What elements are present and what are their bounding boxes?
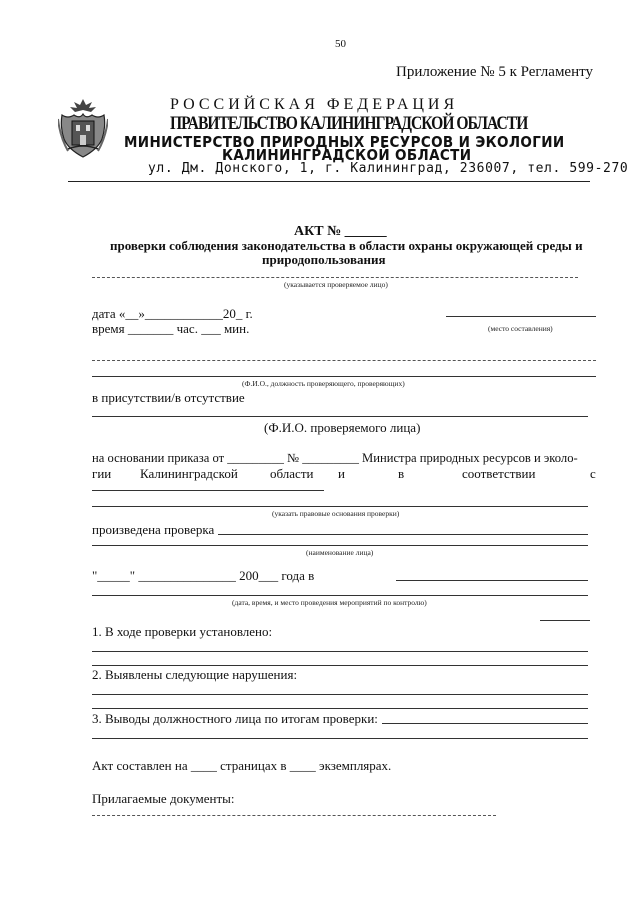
appendix-label: Приложение № 5 к Регламенту (396, 64, 593, 80)
section-1-line-1 (92, 651, 588, 652)
inspection-field: произведена проверка (92, 522, 215, 537)
inspector-caption: (Ф.И.О., должность проверяющего, проверяющих) (242, 379, 405, 388)
coat-of-arms-icon (58, 97, 108, 161)
attachments-line (92, 815, 496, 816)
government-heading: ПРАВИТЕЛЬСТВО КАЛИНИНГРАДСКОЙ ОБЛАСТИ (170, 113, 528, 134)
time-field: время _______ час. ___ мин. (92, 321, 250, 336)
attachments-label: Прилагаемые документы: (92, 791, 235, 806)
section-2-label: 2. Выявлены следующие нарушения: (92, 667, 298, 682)
pages-field: Акт составлен на ____ страницах в ____ экземплярах. (92, 758, 392, 773)
header-divider (68, 181, 590, 182)
ministry-address: ул. Дм. Донского, 1, г. Калининград, 236007, тел. 599-270 (148, 161, 629, 176)
checked-fio-caption: (Ф.И.О. проверяемого лица) (264, 420, 421, 435)
country-heading: РОССИЙСКАЯ ФЕДЕРАЦИЯ (170, 96, 459, 113)
section-3-line-1 (382, 723, 588, 724)
section-2-line-1 (92, 694, 588, 695)
act-subtitle-line1: проверки соблюдения законодательства в области охраны окружающей среды и (110, 238, 583, 253)
act-title: АКТ № ______ (294, 224, 387, 239)
entity-name-caption: (наименование лица) (306, 548, 374, 557)
date-place-line (92, 595, 588, 596)
date-field: дата «__»____________20_ г. (92, 306, 253, 321)
page-number: 50 (335, 38, 346, 50)
checked-fio-line (92, 416, 588, 417)
basis-word-6: соответствии (462, 466, 536, 481)
place-line (446, 316, 596, 317)
basis-word-7: с (590, 466, 596, 481)
basis-word-2: Калининградской (140, 466, 238, 481)
date-year-line (396, 580, 588, 581)
checked-person-line (92, 277, 578, 278)
checked-person-caption: (указывается проверяемое лицо) (284, 280, 388, 289)
act-subtitle-line2: природопользования (262, 252, 386, 267)
presence-field: в присутствии/в отсутствие (92, 390, 245, 405)
section-3-label: 3. Выводы должностного лица по итогам проверки: (92, 711, 378, 726)
place-caption: (место составления) (488, 324, 553, 333)
basis-line-1: на основании приказа от _________ № _________ Министра природных ресурсов и эколо- (92, 451, 578, 465)
ministry-heading-line2: КАЛИНИНГРАДСКОЙ ОБЛАСТИ (222, 146, 472, 164)
basis-line-short (92, 490, 324, 491)
basis-word-5: в (398, 466, 405, 481)
date-place-caption: (дата, время, и место проведения мероприятий по контролю) (232, 598, 427, 607)
basis-line-full (92, 506, 588, 507)
section-1-line-2 (92, 665, 588, 666)
section-3-line-2 (92, 738, 588, 739)
section-2-line-2 (92, 708, 588, 709)
section-1-label: 1. В ходе проверки установлено: (92, 624, 273, 639)
ministry-heading-line1: МИНИСТЕРСТВО ПРИРОДНЫХ РЕСУРСОВ И ЭКОЛОГИИ (124, 133, 565, 151)
date-year-field: "_____" _______________ 200___ года в (92, 568, 315, 583)
legal-basis-caption: (указать правовые основания проверки) (272, 509, 400, 518)
basis-word-4: и (338, 466, 345, 481)
inspection-line-2 (92, 545, 588, 546)
basis-word-1: гии (92, 466, 112, 481)
inspector-line-2 (92, 376, 596, 377)
date-place-extra-line (540, 620, 590, 621)
inspector-line-1 (92, 360, 596, 361)
basis-word-3: области (270, 466, 314, 481)
inspection-line-1 (218, 534, 588, 535)
